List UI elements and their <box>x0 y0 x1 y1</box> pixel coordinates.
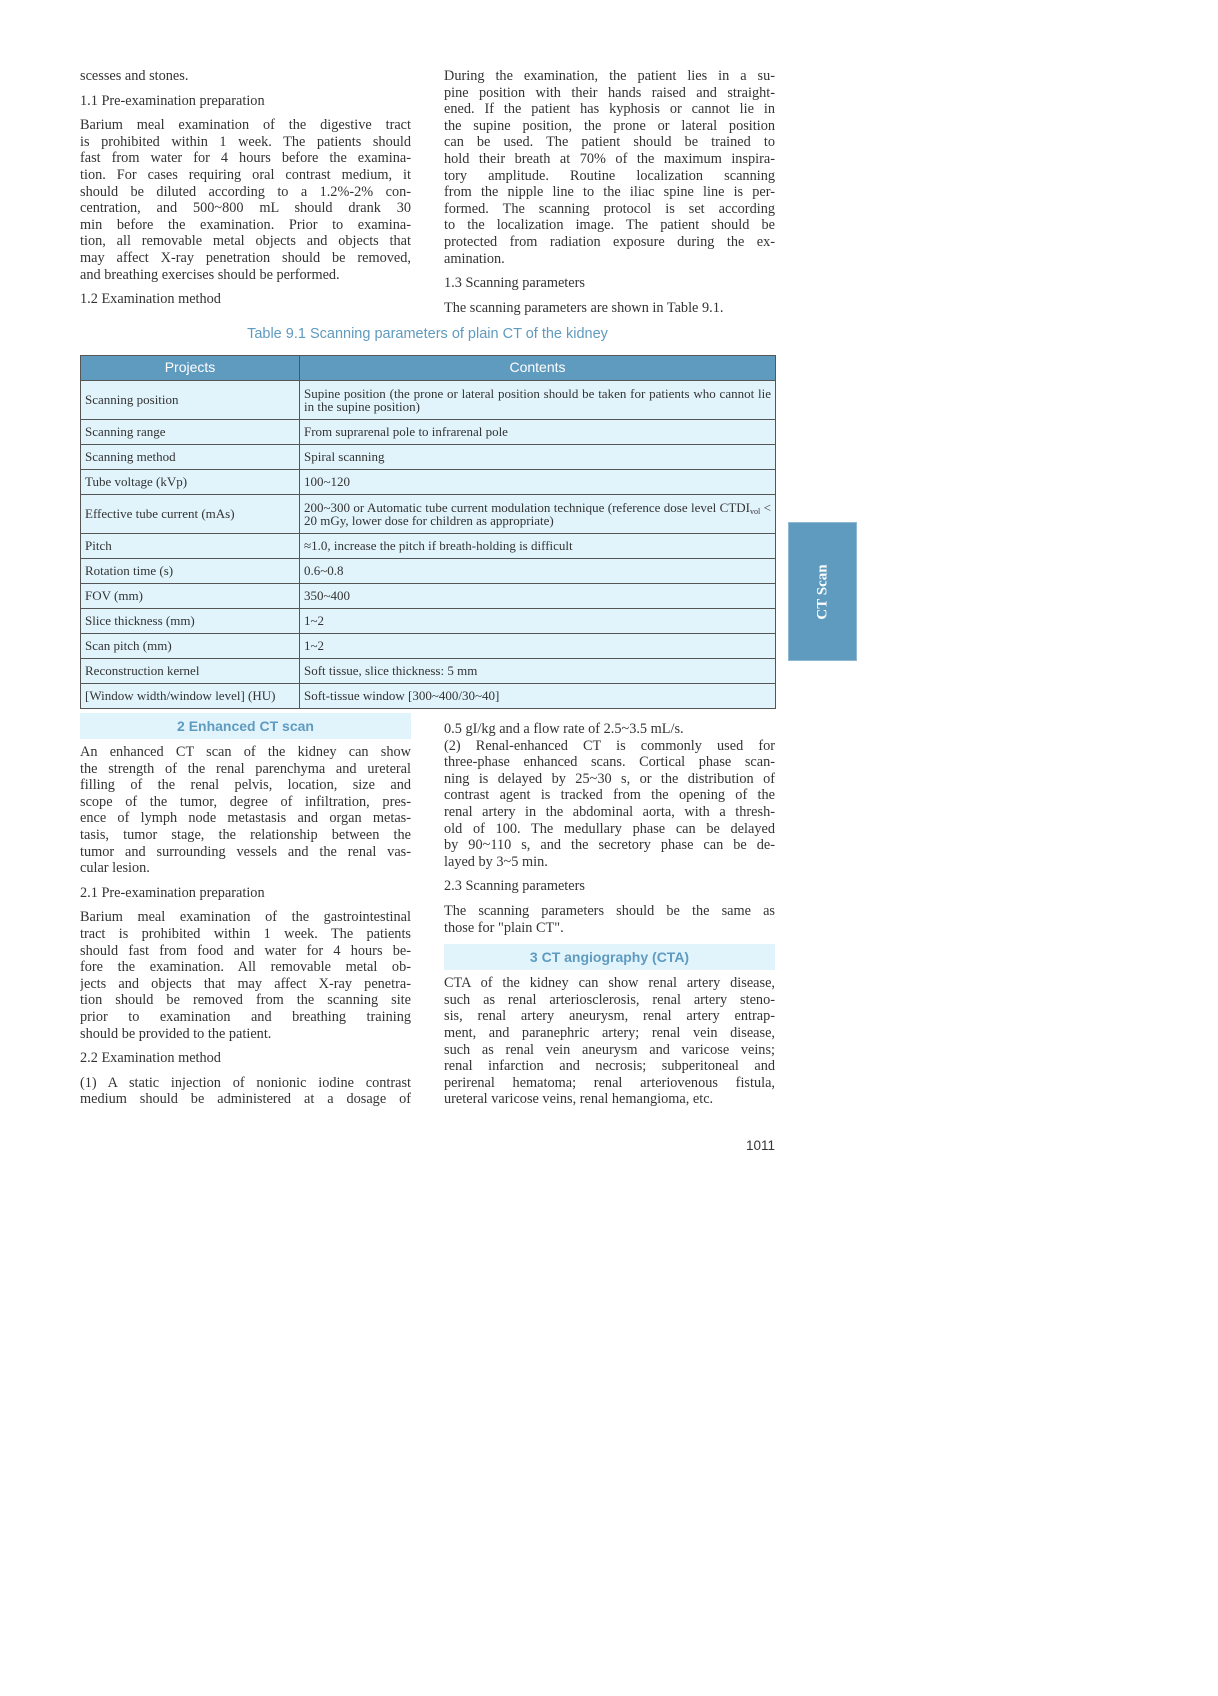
table-row <box>81 495 776 534</box>
paragraph <box>80 68 411 85</box>
paragraph-line: scesses and stones. <box>80 68 189 84</box>
bottom-left-column <box>80 713 411 1116</box>
section-heading: 2 Enhanced CT scan <box>80 713 411 739</box>
chapter-side-tab <box>788 522 857 661</box>
paragraph-line: contrast agent is tracked from the opening of the <box>444 787 775 804</box>
paragraph-line: CTA of the kidney can show renal artery disease, <box>444 975 775 992</box>
paragraph-line: and breathing exercises should be performed. <box>80 266 340 283</box>
paragraph-line: ence of lymph node metastasis and organ metas- <box>80 810 411 827</box>
page-number: 1011 <box>745 1138 775 1153</box>
contents-cell: From suprarenal pole to infrarenal pole <box>300 420 776 445</box>
paragraph-line: should be diluted according to a 1.2%-2% con- <box>80 183 411 200</box>
paragraph-line: amination. <box>444 250 505 267</box>
project-cell: Scanning method <box>81 445 300 470</box>
paragraph-line: should fast from food and water for 4 hours be- <box>80 942 411 959</box>
top-right-column <box>444 68 775 324</box>
contents-cell: Supine position (the prone or lateral position should be taken for patients who cannot lie in the supine position) <box>300 381 776 420</box>
table-row <box>81 684 776 709</box>
project-cell: Scanning position <box>81 381 300 420</box>
paragraph-line: filling of the renal pelvis, location, size and <box>80 777 411 794</box>
paragraph-line: tract is prohibited within 1 week. The patients <box>80 925 411 942</box>
top-left-column <box>80 68 411 316</box>
paragraph-line: Barium meal examination of the digestive tract <box>80 117 411 134</box>
project-cell: Reconstruction kernel <box>81 659 300 684</box>
paragraph-line: ning is delayed by 25~30 s, or the distribution of <box>444 770 775 787</box>
project-cell: Effective tube current (mAs) <box>81 495 300 534</box>
paragraph-line: The scanning parameters should be the same as <box>444 902 775 919</box>
contents-cell: Soft tissue, slice thickness: 5 mm <box>300 659 776 684</box>
project-cell: [Window width/window level] (HU) <box>81 684 300 709</box>
paragraph-line: perirenal hematoma; renal arteriovenous fistula, <box>444 1074 775 1091</box>
paragraph-line: should be provided to the patient. <box>80 1025 272 1042</box>
paragraph-line: ureteral varicose veins, renal hemangioma, etc. <box>444 1091 714 1108</box>
table-row <box>81 659 776 684</box>
project-cell: Tube voltage (kVp) <box>81 470 300 495</box>
subscript: vol <box>750 506 761 516</box>
paragraph-line: prior to examination and breathing training <box>80 1008 411 1025</box>
paragraph <box>444 68 775 267</box>
paragraph-line: from the nipple line to the iliac spine line is per- <box>444 184 775 201</box>
header-contents: Contents <box>300 356 776 381</box>
subheading: 2.2 Examination method <box>80 1050 221 1067</box>
contents-cell: 0.6~0.8 <box>300 559 776 584</box>
contents-cell <box>300 495 776 534</box>
contents-cell: Soft-tissue window [300~400/30~40] <box>300 684 776 709</box>
paragraph-line: centration, and 500~800 mL should drank 30 <box>80 200 411 217</box>
paragraph-line: An enhanced CT scan of the kidney can show <box>80 744 411 760</box>
paragraph-line: to the localization image. The patient should be <box>444 217 775 234</box>
contents-text: < 20 mGy, lower dose for children as appropriate) <box>304 499 771 528</box>
project-cell: FOV (mm) <box>81 584 300 609</box>
contents-cell: 100~120 <box>300 470 776 495</box>
paragraph-line: such as renal arteriosclerosis, renal artery steno- <box>444 991 775 1008</box>
contents-cell: 1~2 <box>300 609 776 634</box>
project-cell: Scan pitch (mm) <box>81 634 300 659</box>
paragraph-line: hold their breath at 70% of the maximum inspira- <box>444 150 775 167</box>
paragraph-line: can be used. The patient should be trained to <box>444 134 775 151</box>
paragraph-line: Barium meal examination of the gastrointestinal <box>80 909 411 926</box>
table-row <box>81 420 776 445</box>
paragraph-line: those for "plain CT". <box>444 919 564 936</box>
paragraph-line: the strength of the renal parenchyma and ureteral <box>80 760 411 777</box>
table-row <box>81 381 776 420</box>
paragraph-line: cular lesion. <box>80 860 150 877</box>
paragraph-line: fore the examination. All removable metal ob- <box>80 959 411 976</box>
table-row <box>81 584 776 609</box>
paragraph-line: protected from radiation exposure during the ex- <box>444 233 775 250</box>
paragraph <box>80 744 411 877</box>
subheading: 2.1 Pre-examination preparation <box>80 884 265 901</box>
paragraph-line: tion, all removable metal objects and objects that <box>80 233 411 250</box>
table-row <box>81 470 776 495</box>
table-caption: Table 9.1 Scanning parameters of plain CT of the kidney <box>247 326 608 342</box>
paragraph-line: the supine position, the prone or lateral position <box>444 117 775 134</box>
bottom-right-column <box>444 721 775 1116</box>
subheading: 1.1 Pre-examination preparation <box>80 92 265 109</box>
paragraph-line: tion should be removed from the scanning site <box>80 992 411 1009</box>
table-row <box>81 559 776 584</box>
paragraph-line: tasis, tumor stage, the relationship between the <box>80 826 411 843</box>
contents-text: 200~300 or Automatic tube current modulation technique (reference dose level CTDI <box>304 499 751 515</box>
paragraph-line: tumor and surrounding vessels and the renal vas- <box>80 843 411 860</box>
paragraph-line: renal artery in the abdominal aorta, with a thresh- <box>444 803 775 820</box>
paragraph-line: renal infarction and necrosis; subperitoneal and <box>444 1058 775 1075</box>
project-cell: Rotation time (s) <box>81 559 300 584</box>
paragraph-line: layed by 3~5 min. <box>444 853 548 870</box>
paragraph-line: such as renal vein aneurysm and varicose veins; <box>444 1041 775 1058</box>
paragraph-line: pine position with their hands raised and straight- <box>444 84 775 101</box>
paragraph <box>80 1075 411 1108</box>
paragraph <box>444 300 775 317</box>
paragraph-line: formed. The scanning protocol is set according <box>444 200 775 217</box>
paragraph-line: fast from water for 4 hours before the examina- <box>80 150 411 167</box>
contents-cell: 1~2 <box>300 634 776 659</box>
project-cell: Pitch <box>81 534 300 559</box>
paragraph-line: medium should be administered at a dosage of <box>80 1091 411 1108</box>
paragraph-line: scope of the tumor, degree of infiltration, pres- <box>80 793 411 810</box>
paragraph-line: ment, and paranephric artery; renal vein disease, <box>444 1024 775 1041</box>
paragraph-line: (1) A static injection of nonionic iodine contrast <box>80 1074 411 1091</box>
project-cell: Scanning range <box>81 420 300 445</box>
project-cell: Slice thickness (mm) <box>81 609 300 634</box>
table-row <box>81 609 776 634</box>
paragraph-line: three-phase enhanced scans. Cortical phase scan- <box>444 754 775 771</box>
subheading: 1.2 Examination method <box>80 291 221 308</box>
subheading: 1.3 Scanning parameters <box>444 275 585 292</box>
table-row <box>81 445 776 470</box>
paragraph-line: During the examination, the patient lies in a su- <box>444 68 775 84</box>
paragraph <box>444 721 775 870</box>
paragraph-line: by 90~110 s, and the secretory phase can be de- <box>444 837 775 854</box>
paragraph-line: 0.5 gI/kg and a flow rate of 2.5~3.5 mL/s. <box>444 721 684 737</box>
table-row <box>81 534 776 559</box>
section-heading: 3 CT angiography (CTA) <box>444 944 775 970</box>
paragraph-line: tory amplitude. Routine localization scanning <box>444 167 775 184</box>
paragraph-line: is prohibited within 1 week. The patients should <box>80 133 411 150</box>
paragraph <box>444 903 775 936</box>
scanning-parameters-table <box>80 355 776 709</box>
paragraph-line: tion. For cases requiring oral contrast medium, it <box>80 166 411 183</box>
contents-cell: Spiral scanning <box>300 445 776 470</box>
paragraph-line: may affect X-ray penetration should be removed, <box>80 249 411 266</box>
contents-cell: 350~400 <box>300 584 776 609</box>
paragraph-line: The scanning parameters are shown in Table 9.1. <box>444 299 724 316</box>
paragraph-line: sis, renal artery aneurysm, renal artery entrap- <box>444 1008 775 1025</box>
paragraph <box>80 909 411 1042</box>
header-projects: Projects <box>81 356 300 381</box>
table-row <box>81 634 776 659</box>
subheading: 2.3 Scanning parameters <box>444 878 585 895</box>
paragraph <box>444 975 775 1108</box>
contents-cell: ≈1.0, increase the pitch if breath-holding is difficult <box>300 534 776 559</box>
paragraph-line: min before the examination. Prior to examina- <box>80 216 411 233</box>
paragraph <box>80 117 411 283</box>
paragraph-line: ened. If the patient has kyphosis or cannot lie in <box>444 101 775 118</box>
paragraph-line: jects and objects that may affect X-ray penetra- <box>80 975 411 992</box>
paragraph-line: old of 100. The medullary phase can be delayed <box>444 820 775 837</box>
paragraph-line: (2) Renal-enhanced CT is commonly used for <box>444 737 775 754</box>
side-tab-label: CT Scan <box>814 563 830 620</box>
